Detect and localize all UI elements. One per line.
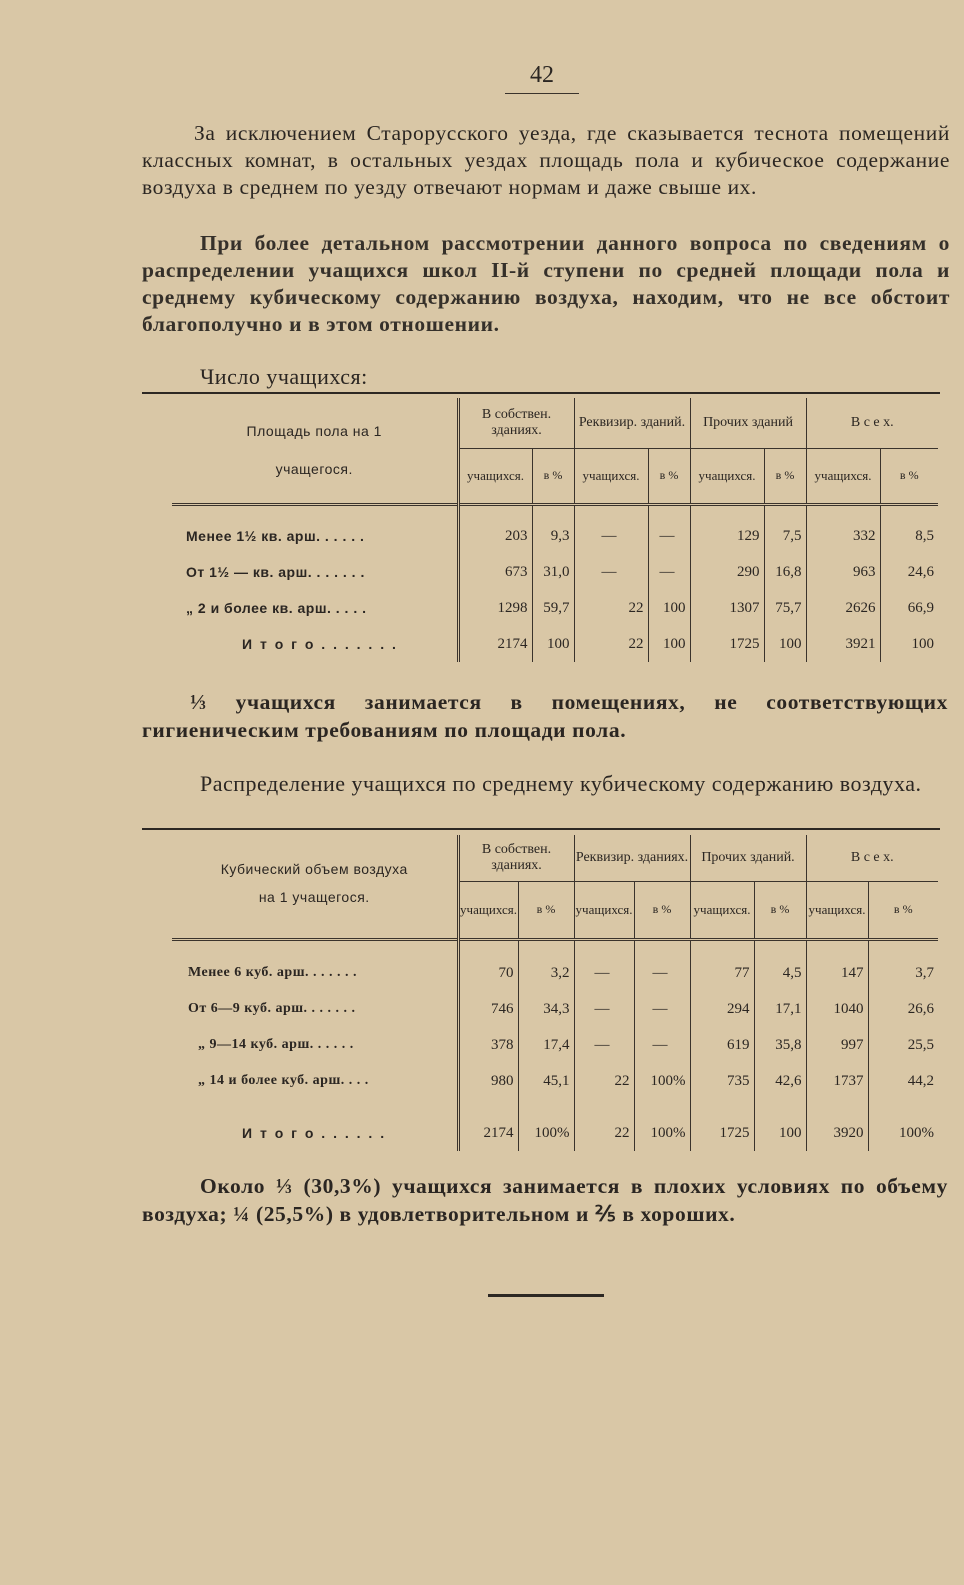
- cell: 2626: [806, 590, 880, 626]
- page-number: 42: [505, 62, 579, 94]
- cell: —: [648, 518, 690, 554]
- cell: 16,8: [764, 554, 806, 590]
- table1-sub-count: учащихся.: [458, 448, 532, 504]
- cell: 24,6: [880, 554, 938, 590]
- table2-sub-pct: в %: [868, 881, 938, 939]
- cell: 22: [574, 590, 648, 626]
- cell: 332: [806, 518, 880, 554]
- cell: 1725: [690, 1115, 754, 1151]
- table1-group-all: В с е х.: [806, 398, 938, 448]
- cell: 3921: [806, 626, 880, 662]
- end-rule: [488, 1294, 604, 1297]
- table2-sub-count: учащихся.: [806, 881, 868, 939]
- table-row: [172, 1063, 938, 1099]
- row-label: От 6—9 куб. арш. . . . . . .: [188, 1001, 356, 1016]
- table-row: [172, 554, 938, 590]
- table2-row-header: [172, 835, 458, 939]
- table2-row-header-line2: на 1 учащегося.: [258, 889, 370, 906]
- cell: 75,7: [764, 590, 806, 626]
- table1-sub-pct: в %: [764, 448, 806, 504]
- table-row: [172, 590, 938, 626]
- cell: 25,5: [868, 1027, 938, 1063]
- cell: 100%: [518, 1115, 574, 1151]
- cell: 203: [458, 518, 532, 554]
- cell: 1725: [690, 626, 764, 662]
- table2-sub-pct: в %: [754, 881, 806, 939]
- table2-caption: Распределение учащихся по среднему кубическому содержанию воздуха.: [200, 771, 922, 796]
- cell: 3,2: [518, 955, 574, 991]
- table1-group-requisitioned: Реквизир. зданий.: [574, 398, 690, 448]
- cell: 35,8: [754, 1027, 806, 1063]
- table2-group-other: Прочих зданий.: [690, 835, 806, 881]
- cell: 59,7: [532, 590, 574, 626]
- paragraph-2: При более детальном рассмотрении данного вопроса по сведениям о распределении учащихся школ II-й ступени по средней площади пола и среднему кубическому содержанию воздуха, находим, что не все обстоит благополучно и в этом отношении.: [142, 231, 950, 336]
- table-row: [172, 1027, 938, 1063]
- cell: 100: [532, 626, 574, 662]
- cell: 100%: [634, 1115, 690, 1151]
- table-floor-area: [172, 398, 938, 662]
- cell: 100: [754, 1115, 806, 1151]
- cell: 673: [458, 554, 532, 590]
- cell: 100: [648, 590, 690, 626]
- table1-group-other: Прочих зданий: [690, 398, 806, 448]
- cell: 1737: [806, 1063, 868, 1099]
- cell: 7,5: [764, 518, 806, 554]
- paragraph-1: За исключением Старорусского уезда, где сказывается теснота помещений классных комнат, в остальных уездах площадь пола и кубическое содержание воздуха в среднем по уезду отвечают нормам и даже свыше их.: [142, 121, 950, 199]
- table-row: [172, 955, 938, 991]
- table2-sub-count: учащихся.: [458, 881, 518, 939]
- cell: 129: [690, 518, 764, 554]
- row-label: Менее 6 куб. арш. . . . . . .: [188, 965, 358, 980]
- table2-row-header-line1: Кубический объем воздуха: [220, 861, 408, 878]
- cell: 66,9: [880, 590, 938, 626]
- cell: 42,6: [754, 1063, 806, 1099]
- cell: —: [574, 955, 634, 991]
- table2-sub-pct: в %: [518, 881, 574, 939]
- cell: 1307: [690, 590, 764, 626]
- cell: 22: [574, 1063, 634, 1099]
- cell: 100: [764, 626, 806, 662]
- table2-sub-count: учащихся.: [574, 881, 634, 939]
- cell: 963: [806, 554, 880, 590]
- cell: 2174: [458, 626, 532, 662]
- cell: —: [634, 991, 690, 1027]
- cell: —: [574, 991, 634, 1027]
- table1-caption: Число учащихся:: [200, 364, 368, 389]
- cell: 44,2: [868, 1063, 938, 1099]
- cell: 3920: [806, 1115, 868, 1151]
- table-row-total: [172, 626, 938, 662]
- cell: 294: [690, 991, 754, 1027]
- cell: 8,5: [880, 518, 938, 554]
- table-row-total: [172, 1115, 938, 1151]
- cell: 100%: [634, 1063, 690, 1099]
- cell: 22: [574, 1115, 634, 1151]
- row-label: „ 2 и более кв. арш. . . . .: [186, 600, 367, 616]
- table1-top-rule: [142, 392, 940, 394]
- table2-top-rule: [142, 828, 940, 830]
- row-label: Менее 1½ кв. арш. . . . . .: [186, 528, 365, 544]
- note-floor-area: ⅓ учащихся занимается в помещениях, не соответствующих гигиеническим требованиям по площади пола.: [142, 690, 948, 742]
- cell: 9,3: [532, 518, 574, 554]
- cell: 45,1: [518, 1063, 574, 1099]
- cell: 77: [690, 955, 754, 991]
- cell: —: [574, 1027, 634, 1063]
- cell: 1298: [458, 590, 532, 626]
- cell: 34,3: [518, 991, 574, 1027]
- cell: —: [574, 518, 648, 554]
- row-label: И т о г о . . . . . .: [242, 1125, 387, 1141]
- cell: 746: [458, 991, 518, 1027]
- table1-row-header: Площадь пола на 1 учащегося.: [246, 423, 382, 478]
- cell: 100: [648, 626, 690, 662]
- cell: 22: [574, 626, 648, 662]
- cell: 17,4: [518, 1027, 574, 1063]
- cell: 2174: [458, 1115, 518, 1151]
- table1-sub-count: учащихся.: [690, 448, 764, 504]
- table2-group-all: В с е х.: [806, 835, 938, 881]
- cell: 4,5: [754, 955, 806, 991]
- cell: 100: [880, 626, 938, 662]
- cell: 3,7: [868, 955, 938, 991]
- cell: 1040: [806, 991, 868, 1027]
- table2-sub-pct: в %: [634, 881, 690, 939]
- table1-sub-count: учащихся.: [806, 448, 880, 504]
- note-air-volume: Около ⅓ (30,3%) учащихся занимается в плохих условиях по объему воздуха; ¼ (25,5%) в удовлетворительном и ⅖ в хороших.: [142, 1174, 948, 1226]
- table-row: [172, 518, 938, 554]
- cell: 619: [690, 1027, 754, 1063]
- cell: —: [648, 554, 690, 590]
- cell: —: [634, 955, 690, 991]
- cell: 378: [458, 1027, 518, 1063]
- cell: 100%: [868, 1115, 938, 1151]
- cell: 735: [690, 1063, 754, 1099]
- table1-sub-count: учащихся.: [574, 448, 648, 504]
- row-label: „ 9—14 куб. арш. . . . . .: [198, 1037, 354, 1052]
- cell: 980: [458, 1063, 518, 1099]
- cell: 290: [690, 554, 764, 590]
- cell: 31,0: [532, 554, 574, 590]
- cell: 147: [806, 955, 868, 991]
- cell: 17,1: [754, 991, 806, 1027]
- row-label: От 1½ — кв. арш. . . . . . .: [186, 564, 365, 580]
- table-row: [172, 991, 938, 1027]
- row-label: И т о г о . . . . . . .: [242, 636, 398, 652]
- table1-sub-pct: в %: [648, 448, 690, 504]
- cell: 26,6: [868, 991, 938, 1027]
- table-air-volume: [172, 835, 938, 1151]
- table2-group-requisitioned: Реквизир. зданиях.: [574, 835, 690, 881]
- table2-sub-count: учащихся.: [690, 881, 754, 939]
- row-label: „ 14 и более куб. арш. . . .: [198, 1073, 369, 1088]
- cell: 70: [458, 955, 518, 991]
- cell: —: [634, 1027, 690, 1063]
- table1-sub-pct: в %: [532, 448, 574, 504]
- cell: —: [574, 554, 648, 590]
- table2-group-own: В собствен. зданиях.: [458, 835, 574, 881]
- table1-group-own: В собствен. зданиях.: [458, 398, 574, 448]
- table1-sub-pct: в %: [880, 448, 938, 504]
- cell: 997: [806, 1027, 868, 1063]
